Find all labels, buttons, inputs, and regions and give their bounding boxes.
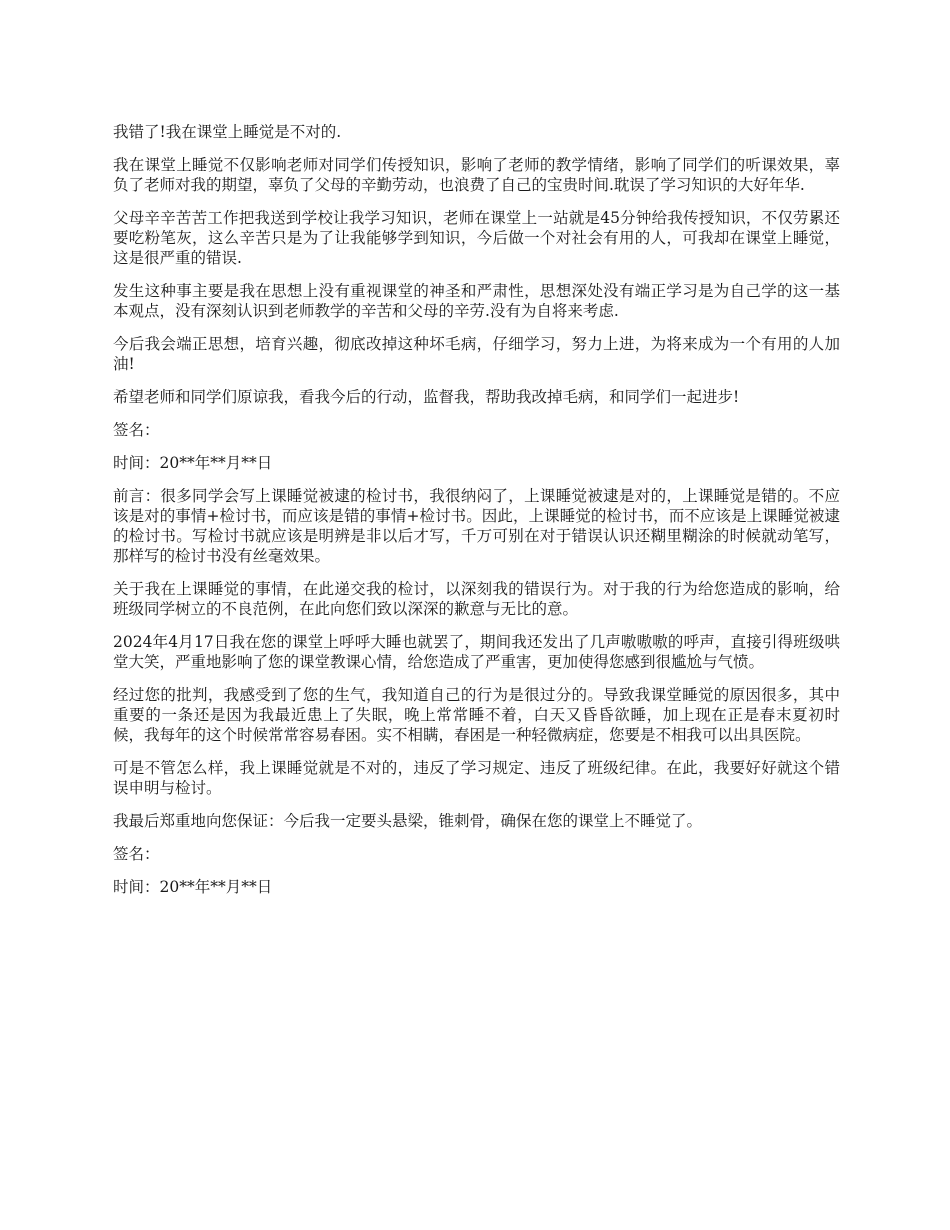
date-line: 时间：20**年**月**日 — [113, 454, 273, 472]
paragraph-cause: 发生这种事主要是我在思想上没有重视课堂的神圣和严肃性，思想深处没有端正学习是为自己学的这一基本观点，没有深刻认识到老师教学的辛苦和父母的辛劳.没有为自将来考虑. — [113, 282, 840, 320]
paragraph-parents-teachers: 父母辛辛苦苦工作把我送到学校让我学习知识，老师在课堂上一站就是45分钟给我传授知识，不仅劳累还要吃粉笔灰，这么辛苦只是为了让我能够学到知识，今后做一个对社会有用的人，可我却在课堂上睡觉，这是很严重的错误. — [113, 209, 840, 267]
paragraph-submission: 关于我在上课睡觉的事情，在此递交我的检讨，以深刻我的错误行为。对于我的行为给您造成的影响，给班级同学树立的不良范例，在此向您们致以深深的歉意与无比的意。 — [113, 580, 840, 618]
paragraph-promise: 我最后郑重地向您保证：今后我一定要头悬梁，锥刺骨，确保在您的课堂上不睡觉了。 — [113, 812, 703, 830]
paragraph-impact: 我在课堂上睡觉不仅影响老师对同学们传授知识，影响了老师的教学情绪，影响了同学们的听课效果，辜负了老师对我的期望，辜负了父母的辛勤劳动，也浪费了自己的宝贵时间.耽误了学习知识的大好年华. — [113, 156, 840, 194]
date-line-2: 时间：20**年**月**日 — [113, 878, 273, 896]
signature-line: 签名： — [113, 421, 160, 439]
paragraph-apology: 希望老师和同学们原谅我，看我今后的行动，监督我，帮助我改掉毛病，和同学们一起进步! — [113, 388, 740, 406]
paragraph-preface: 前言：很多同学会写上课睡觉被逮的检讨书，我很纳闷了，上课睡觉被逮是对的，上课睡觉是错的。不应该是对的事情+检讨书，而应该是错的事情+检讨书。因此，上课睡觉的检讨书，而不应该是上课睡觉被逮的检讨书。写检讨书就应该是明辨是非以后才写，千万可别在对于错误认识还糊里糊涂的时候就动笔写，那样写的检讨书没有丝毫效果。 — [113, 487, 840, 565]
document-body — [113, 122, 840, 910]
paragraph-resolution: 今后我会端正思想，培育兴趣，彻底改掉这种坏毛病，仔细学习，努力上进，为将来成为一个有用的人加油! — [113, 335, 840, 373]
opening-line: 我错了!我在课堂上睡觉是不对的. — [113, 123, 342, 141]
signature-line-2: 签名： — [113, 845, 160, 863]
paragraph-admission: 可是不管怎么样，我上课睡觉就是不对的，违反了学习规定、违反了班级纪律。在此，我要好好就这个错误申明与检讨。 — [113, 759, 840, 797]
paragraph-incident: 2024年4月17日我在您的课堂上呼呼大睡也就罢了，期间我还发出了几声嗷嗷嗷的呼声，直接引得班级哄堂大笑，严重地影响了您的课堂教课心情，给您造成了严重害，更加使得您感到很尴尬与气愤。 — [113, 633, 840, 671]
paragraph-reasons: 经过您的批判，我感受到了您的生气，我知道自己的行为是很过分的。导致我课堂睡觉的原因很多，其中重要的一条还是因为我最近患上了失眠，晚上常常睡不着，白天又昏昏欲睡，加上现在正是春末夏初时候，我每年的这个时候常常容易春困。实不相瞒，春困是一种轻微病症，您要是不相我可以出具医院。 — [113, 686, 840, 744]
